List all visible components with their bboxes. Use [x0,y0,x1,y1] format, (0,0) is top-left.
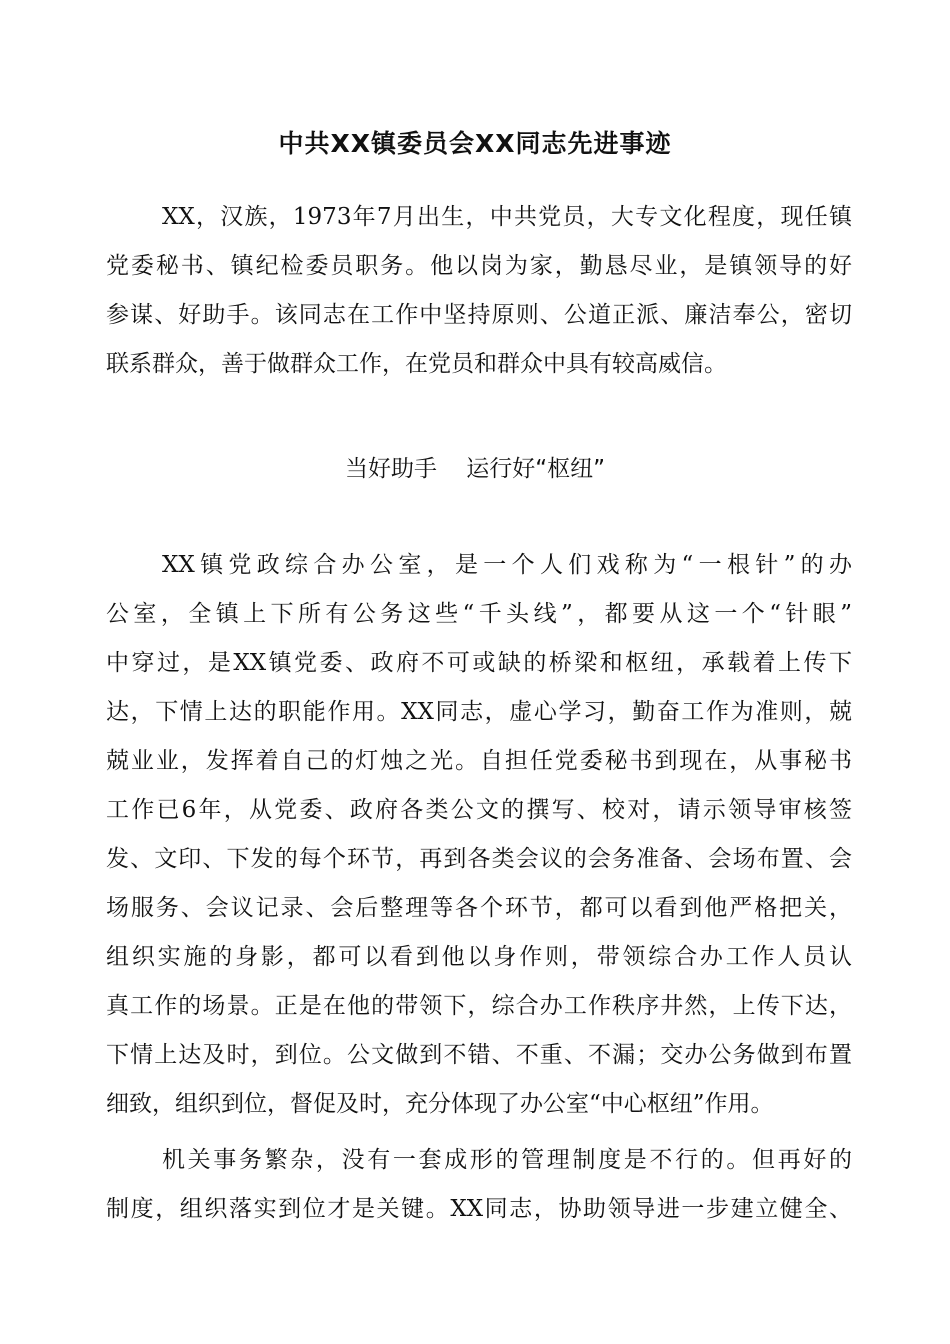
paragraph-line: 真工作的场景。正是在他的带领下，综合办工作秩序井然，上传下达， [106,993,852,1019]
paragraph-line: XX镇党政综合办公室，是一个人们戏称为“一根针”的办 [162,552,852,578]
intro-line: 党委秘书、镇纪检委员职务。他以岗为家，勤恳尽业，是镇领导的好 [106,253,852,279]
paragraph-line: 机关事务繁杂，没有一套成形的管理制度是不行的。但再好的 [162,1147,852,1173]
paragraph-line: 工作已6年，从党委、政府各类公文的撰写、校对，请示领导审核签 [106,797,852,823]
intro-line: 联系群众，善于做群众工作，在党员和群众中具有较高威信。 [106,351,727,377]
section-heading: 当好助手 运行好“枢纽” [344,456,606,482]
paragraph-line: 达，下情上达的职能作用。XX同志，虚心学习，勤奋工作为准则，兢 [106,699,852,725]
paragraph-line: 中穿过，是XX镇党委、政府不可或缺的桥梁和枢纽，承载着上传下 [106,650,852,676]
paragraph-line: 兢业业，发挥着自己的灯烛之光。自担任党委秘书到现在，从事秘书 [106,748,852,774]
document-title: 中共XX镇委员会XX同志先进事迹 [278,129,672,158]
paragraph-line: 下情上达及时，到位。公文做到不错、不重、不漏；交办公务做到布置 [106,1042,852,1068]
paragraph-line: 制度，组织落实到位才是关键。XX同志，协助领导进一步建立健全、 [106,1196,852,1222]
paragraph-line: 细致，组织到位，督促及时，充分体现了办公室“中心枢纽”作用。 [106,1091,774,1117]
paragraph-line: 场服务、会议记录、会后整理等各个环节，都可以看到他严格把关， [106,895,852,921]
intro-line: 参谋、好助手。该同志在工作中坚持原则、公道正派、廉洁奉公，密切 [106,302,852,328]
intro-line: XX，汉族，1973年7月出生，中共党员，大专文化程度，现任镇 [162,204,852,230]
paragraph-line: 公室，全镇上下所有公务这些“千头线”，都要从这一个“针眼” [106,601,852,627]
paragraph-line: 组织实施的身影，都可以看到他以身作则，带领综合办工作人员认 [106,944,852,970]
paragraph-line: 发、文印、下发的每个环节，再到各类会议的会务准备、会场布置、会 [106,846,852,872]
